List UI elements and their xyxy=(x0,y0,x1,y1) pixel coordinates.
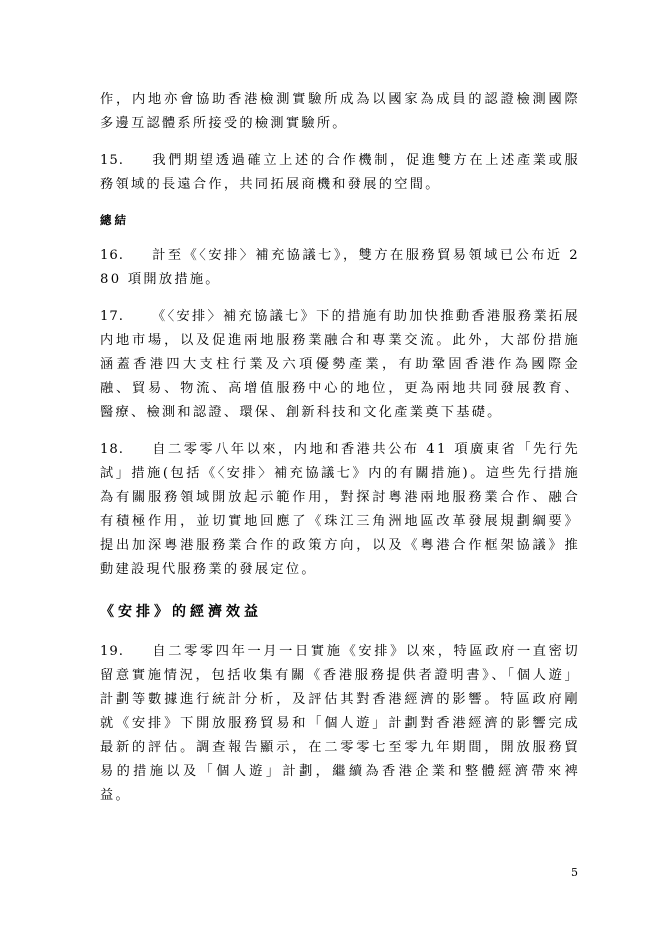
paragraph-15 xyxy=(100,149,580,197)
paragraph-18 xyxy=(100,438,580,582)
section-heading-conclusion: 總結 xyxy=(100,213,129,227)
paragraph-text: 作，内地亦會協助香港檢測實驗所成為以國家為成員的認證檢測國際多邊互認體系所接受的檢測實驗所。 xyxy=(100,92,580,131)
paragraph-number: 15. xyxy=(100,153,124,168)
document-page xyxy=(100,88,580,821)
paragraph-text: 《〈安排〉補充協議七》下的措施有助加快推動香港服務業拓展内地市場，以及促進兩地服務業融合和專業交流。此外，大部份措施涵蓋香港四大支柱行業及六項優勢產業，有助鞏固香港作為國際金融、貿易、物流、高增值服務中心的地位，更為兩地共同發展教育、醫療、檢測和認證、環保、創新科技和文化產業奠下基礎。 xyxy=(100,309,580,420)
paragraph-text: 計至《〈安排〉補充協議七》，雙方在服務貿易領域已公布近 280 項開放措施。 xyxy=(100,248,580,287)
section-heading-economic-benefits: 《安排》的經濟效益 xyxy=(100,604,262,620)
paragraph-number: 17. xyxy=(100,309,124,324)
paragraph-number: 16. xyxy=(100,248,124,263)
paragraph-text: 我們期望透過確立上述的合作機制，促進雙方在上述產業或服務領域的長遠合作，共同拓展商機和發展的空間。 xyxy=(100,153,580,192)
paragraph-text: 自二零零四年一月一日實施《安排》以來，特區政府一直密切留意實施情況，包括收集有關《香港服務提供者證明書》、「個人遊」計劃等數據進行統計分析，及評估其對香港經濟的影響。特區政府剛就《安排》下開放服務貿易和「個人遊」計劃對香港經濟的影響完成最新的評估。調查報告顯示，在二零零七至零九年期間，開放服務貿易的措施以及「個人遊」計劃，繼續為香港企業和整體經濟帶來裨益。 xyxy=(100,644,580,803)
page-number: 5 xyxy=(571,866,578,879)
paragraph-19 xyxy=(100,640,580,808)
paragraph-number: 19. xyxy=(100,644,124,659)
paragraph-17 xyxy=(100,305,580,425)
paragraph-continuation xyxy=(100,88,580,136)
paragraph-16 xyxy=(100,244,580,292)
paragraph-text: 自二零零八年以來，内地和香港共公布 41 項廣東省「先行先試」措施(包括《〈安排〉補充協議七》内的有關措施)。這些先行措施為有關服務領域開放起示範作用，對探討粵港兩地服務業合作、融合有積極作用，並切實地回應了《珠江三角洲地區改革發展規劃綱要》提出加深粵港服務業合作的政策方向，以及《粵港合作框架協議》推動建設現代服務業的發展定位。 xyxy=(100,442,580,577)
paragraph-number: 18. xyxy=(100,442,124,457)
